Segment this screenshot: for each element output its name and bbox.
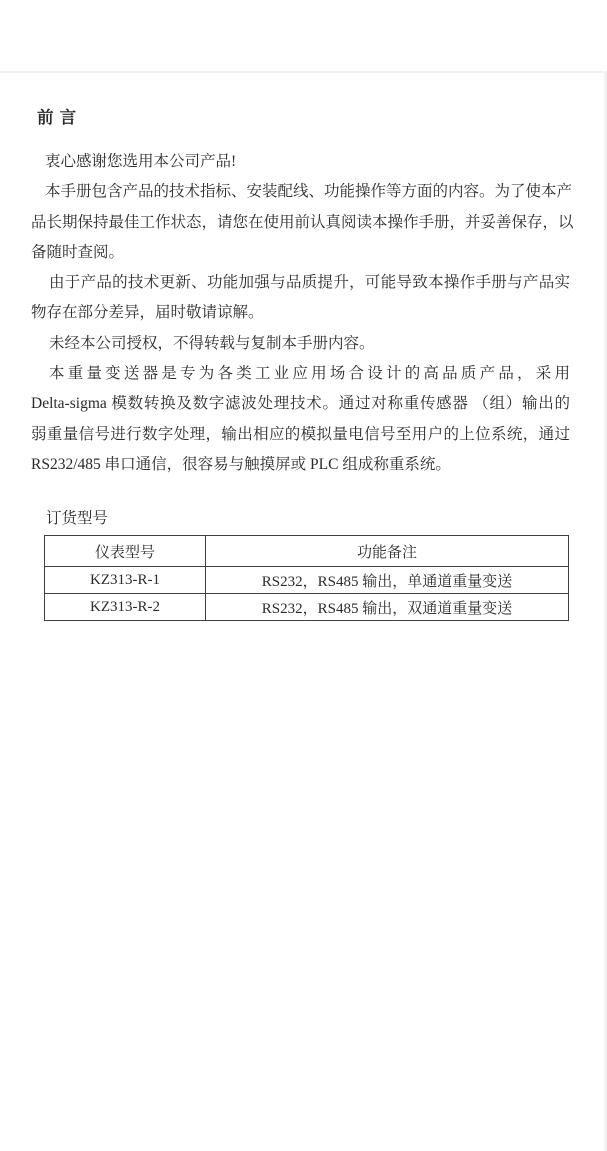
notes-cell: RS232，RS485 输出，单通道重量变送 [206,567,569,594]
paragraph-line: 本重量变送器是专为各类工业应用场合设计的高品质产品，采用 [49,365,570,383]
table-header-notes: 功能备注 [206,536,569,567]
paragraph-line: 本手册包含产品的技术指标、安装配线、功能操作等方面的内容。为了使本产 [45,183,573,201]
paragraph-line: 弱重量信号进行数字处理，输出相应的模拟量电信号至用户的上位系统，通过 [31,425,570,443]
preface-body [31,147,574,480]
table-row [45,567,569,594]
notes-cell: RS232，RS485 输出，双通道重量变送 [206,594,569,621]
paragraph-line: 备随时查阅。 [31,243,125,261]
paragraph-line: 未经本公司授权，不得转载与复制本手册内容。 [49,334,375,352]
order-model-label: 订货型号 [46,510,109,528]
paragraph-line: 物存在部分差异，届时敬请谅解。 [31,304,264,322]
model-cell: KZ313-R-2 [45,594,206,621]
page-edge-shadow-top [0,71,607,73]
table-header-row [45,536,569,567]
paragraph-line: 品长期保持最佳工作状态，请您在使用前认真阅读本操作手册，并妥善保存，以 [31,213,574,231]
page-edge-shadow-right [603,71,607,1151]
paragraph-line: Delta-sigma 模数转换及数字滤波处理技术。通过对称重传感器 （组）输出的 [31,395,570,413]
model-cell: KZ313-R-1 [45,567,206,594]
document-page [0,71,607,621]
scanned-manual-page [0,71,607,1151]
preface-heading: 前 言 [37,108,78,127]
paragraph-line: RS232/485 串口通信，很容易与触摸屏或 PLC 组成称重系统。 [31,455,451,473]
table-row [45,594,569,621]
paragraph-line: 衷心感谢您选用本公司产品! [45,153,237,170]
order-model-table [44,535,569,621]
paragraph-line: 由于产品的技术更新、功能加强与品质提升，可能导致本操作手册与产品实 [49,274,570,292]
table-header-model: 仪表型号 [45,536,206,567]
